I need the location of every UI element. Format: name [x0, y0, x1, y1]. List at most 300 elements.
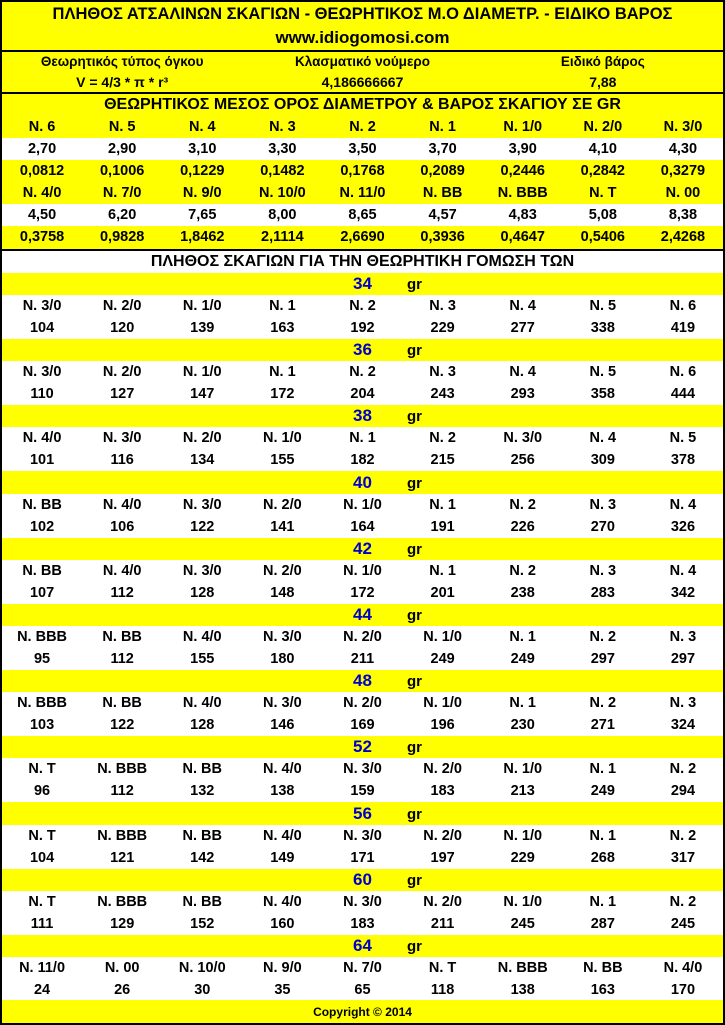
shot-count-row-cell: 24 [33, 982, 51, 998]
shot-count-row-cell: 104 [29, 850, 55, 866]
shot-count-row-cell: 338 [590, 320, 615, 336]
shot-size-row-cell: N. 4 [669, 497, 697, 513]
shot-count-row-cell: 180 [270, 651, 295, 667]
shot-count-row-cell: 342 [670, 585, 696, 601]
shot-size-row-cell: N. 6 [669, 364, 697, 380]
charge-weight-value: 44 [353, 605, 372, 624]
charge-weight-band [2, 670, 723, 692]
shot-count-row-cell: 294 [670, 783, 696, 799]
shot-count-row-cell: 297 [670, 651, 696, 667]
weight-row-cell: 0,2089 [420, 163, 465, 179]
shot-count-row [2, 780, 723, 802]
shot-size-row-cell: N. BBB [17, 695, 68, 711]
shot-count-row-cell: 243 [430, 386, 455, 402]
charge-weight-value: 64 [353, 936, 372, 955]
size-row [2, 116, 723, 138]
charge-weight-unit: gr [407, 738, 422, 756]
shot-count-row-cell: 112 [110, 651, 134, 667]
shot-size-row-cell: N. 4/0 [263, 828, 302, 844]
diameter-row-cell: 8,65 [348, 207, 377, 223]
shot-count-row [2, 516, 723, 538]
size-row-cell: N. 7/0 [102, 185, 142, 201]
weight-row-cell: 0,9828 [99, 229, 145, 245]
shot-count-row-cell: 297 [590, 651, 615, 667]
page-title: ΠΛΗΘΟΣ ΑΤΣΑΛΙΝΩΝ ΣΚΑΓΙΩΝ - ΘΕΩΡΗΤΙΚΟΣ Μ.Ο ΔΙΑΜΕΤΡ. - ΕΙΔΙΚΟ ΒΑΡΟΣ [2, 2, 723, 26]
diameter-row-cell: 3,50 [348, 141, 377, 157]
charge-weight-value: 42 [353, 539, 372, 558]
shot-size-row-cell: N. 4/0 [663, 960, 703, 976]
size-row-cell: N. 3 [269, 119, 296, 135]
shot-size-row-cell: N. 2/0 [423, 761, 462, 777]
size-row-cell: N. 2 [349, 119, 376, 135]
charge-weight-unit: gr [407, 805, 422, 823]
shot-count-row-cell: 172 [350, 585, 375, 601]
diameter-row-cell: 3,30 [268, 141, 297, 157]
diameter-row-cell: 4,50 [27, 207, 57, 223]
charge-weight-unit: gr [407, 341, 422, 359]
shot-count-row-cell: 101 [29, 452, 55, 468]
shot-size-row-cell: N. 2/0 [343, 629, 382, 645]
shot-count-row-cell: 147 [190, 386, 215, 402]
shot-size-row-cell: N. 1 [269, 298, 296, 314]
diameter-row-cell: 4,57 [428, 207, 457, 223]
shot-count-row-cell: 26 [114, 982, 131, 998]
shot-count-row-cell: 256 [510, 452, 535, 468]
shot-size-row-cell: N. T [428, 960, 457, 976]
weight-row-cell: 1,8462 [180, 229, 225, 245]
diameter-row-cell: 5,08 [588, 207, 617, 223]
charge-weight-band [2, 736, 723, 758]
shot-size-row-cell: N. 1/0 [503, 828, 543, 844]
shot-size-row-cell: N. 2/0 [182, 430, 222, 446]
shot-size-row-cell: N. 6 [669, 298, 697, 314]
shot-count-row [2, 714, 723, 736]
diameter-row-cell: 2,90 [108, 141, 137, 157]
shot-size-row-cell: N. 1/0 [423, 695, 462, 711]
shot-size-row [2, 825, 723, 847]
shot-size-row-cell: N. 2/0 [263, 497, 302, 513]
shot-size-row-cell: N. 3 [589, 563, 617, 579]
size-row-cell: N. 9/0 [182, 185, 222, 201]
shot-size-row-cell: N. 2/0 [423, 828, 462, 844]
shot-count-row-cell: 142 [190, 850, 215, 866]
weight-row-cell: 0,1229 [180, 163, 225, 179]
size-row-cell: N. BB [422, 185, 463, 201]
charge-weight-value: 48 [353, 671, 372, 690]
shot-size-row [2, 891, 723, 913]
weight-row-cell: 0,5406 [580, 229, 625, 245]
weight-row-cell: 2,6690 [340, 229, 385, 245]
fraction-number-value: 4,186666667 [321, 73, 404, 90]
shot-count-row-cell: 107 [29, 585, 55, 601]
shot-count-row-cell: 152 [190, 916, 215, 932]
shot-size-row-cell: N. 3/0 [22, 364, 62, 380]
shot-count-row-cell: 196 [430, 717, 455, 733]
shot-count-row-cell: 163 [270, 320, 295, 336]
shot-count-row-cell: 249 [430, 651, 455, 667]
shot-size-row-cell: N. 5 [589, 298, 617, 314]
shot-size-row-cell: N. 3/0 [343, 761, 382, 777]
shot-count-row-cell: 192 [350, 320, 375, 336]
shot-count-row-cell: 120 [110, 320, 135, 336]
shot-count-row-cell: 35 [274, 982, 291, 998]
shot-count-row-cell: 444 [670, 386, 696, 402]
charge-weight-band [2, 339, 723, 361]
shot-count-row-cell: 132 [190, 783, 215, 799]
size-row-cell: N. 4/0 [22, 185, 62, 201]
shot-size-row-cell: N. 1 [429, 497, 456, 513]
shot-size-row-cell: N. BBB [97, 761, 148, 777]
charge-weight-value: 40 [353, 473, 372, 492]
charge-weight-band [2, 869, 723, 891]
shot-count-row-cell: 245 [670, 916, 696, 932]
shot-count-row-cell: 159 [350, 783, 375, 799]
constants-values [2, 71, 723, 92]
shot-size-row-cell: N. 2 [429, 430, 456, 446]
shot-size-row [2, 560, 723, 582]
shot-size-row-cell: N. 2 [349, 364, 376, 380]
shot-size-row-cell: N. 2 [349, 298, 376, 314]
weight-row-cell: 2,4268 [660, 229, 706, 245]
shot-size-row-cell: N. 1/0 [343, 497, 382, 513]
shot-count-row [2, 913, 723, 935]
shot-size-row-cell: N. T [28, 894, 56, 910]
charge-weight-unit: gr [407, 407, 422, 425]
shot-count-row-cell: 270 [590, 519, 615, 535]
shot-size-row-cell: N. 1/0 [343, 563, 382, 579]
shot-count-row-cell: 293 [510, 386, 535, 402]
shot-size-row [2, 626, 723, 648]
shot-size-row-cell: N. 2 [589, 629, 617, 645]
shot-size-row-cell: N. 1/0 [503, 761, 543, 777]
shot-count-row-cell: 182 [350, 452, 375, 468]
shot-count-row-cell: 213 [510, 783, 535, 799]
charge-weight-value: 34 [353, 274, 372, 293]
weight-row-cell: 0,3758 [19, 229, 65, 245]
shot-size-row-cell: N. T [28, 761, 56, 777]
shot-count-row-cell: 268 [590, 850, 615, 866]
shot-count-row-cell: 324 [670, 717, 696, 733]
size-row-cell: N. 2/0 [583, 119, 623, 135]
shot-count-row-cell: 118 [430, 982, 455, 998]
shot-count-row-cell: 271 [590, 717, 615, 733]
shot-size-row-cell: N. BB [102, 695, 142, 711]
shot-count-row-cell: 102 [29, 519, 55, 535]
size-row-cell: N. BBB [497, 185, 548, 201]
shot-count-row-cell: 419 [670, 320, 696, 336]
shot-size-row-cell: N. 3 [669, 695, 697, 711]
shot-count-row-cell: 326 [670, 519, 696, 535]
shot-size-row-cell: N. 11/0 [19, 960, 66, 976]
weight-row-cell: 0,3279 [660, 163, 706, 179]
shot-count-row-cell: 211 [430, 916, 455, 932]
shot-count-row-cell: 309 [590, 452, 615, 468]
diameter-row-cell: 2,70 [27, 141, 57, 157]
weight-row-cell: 0,4647 [500, 229, 545, 245]
shot-count-row-cell: 277 [510, 320, 535, 336]
shot-size-row-cell: N. 2/0 [423, 894, 462, 910]
shot-size-row-cell: N. 3/0 [22, 298, 62, 314]
shot-size-row-cell: N. BB [182, 894, 223, 910]
shot-size-row-cell: N. 10/0 [178, 960, 226, 976]
diameter-section-title: ΘΕΩΡΗΤΙΚΟΣ ΜΕΣΟΣ ΟΡΟΣ ΔΙΑΜΕΤΡΟΥ & ΒΑΡΟΣ ΣΚΑΓΙΟΥ ΣΕ GR [2, 94, 723, 116]
weight-row-cell: 0,1006 [99, 163, 145, 179]
shot-size-row [2, 494, 723, 516]
shot-size-row-cell: N. 2 [669, 894, 697, 910]
shot-size-row-cell: N. 1/0 [182, 298, 222, 314]
shot-count-row-cell: 170 [670, 982, 696, 998]
diameter-row-cell: 3,90 [508, 141, 537, 157]
shot-count-row-cell: 163 [590, 982, 615, 998]
shot-size-row-cell: N. 2/0 [263, 563, 302, 579]
shot-count-row [2, 582, 723, 604]
shot-count-row-cell: 183 [430, 783, 455, 799]
charge-weight-band [2, 604, 723, 626]
shot-count-row-cell: 106 [110, 519, 135, 535]
charge-weight-unit: gr [407, 275, 422, 293]
volume-formula-value: V = 4/3 * π * r³ [76, 73, 169, 90]
shot-size-row-cell: N. 3/0 [263, 629, 302, 645]
shot-count-row-cell: 112 [110, 783, 134, 799]
shot-count-row-cell: 121 [110, 850, 135, 866]
size-row-cell: N. 10/0 [259, 185, 306, 201]
shot-count-row-cell: 138 [270, 783, 295, 799]
shot-count-row-cell: 127 [110, 386, 135, 402]
shot-count-row-cell: 160 [270, 916, 295, 932]
shot-size-row-cell: N. 1 [589, 894, 617, 910]
weight-row [2, 226, 723, 248]
shot-count-row-cell: 191 [430, 519, 455, 535]
diameter-row [2, 204, 723, 226]
charge-weight-band [2, 273, 723, 295]
shot-size-row-cell: N. BB [22, 497, 62, 513]
size-row-cell: N. T [589, 185, 617, 201]
weight-row-cell: 0,2842 [580, 163, 625, 179]
charge-weight-value: 38 [353, 406, 372, 425]
shot-size-row-cell: N. 1/0 [423, 629, 462, 645]
shot-size-row-cell: N. 3/0 [503, 430, 543, 446]
size-row-cell: N. 4 [188, 119, 216, 135]
shot-size-row-cell: N. 1 [509, 629, 536, 645]
shot-size-row-cell: N. 3/0 [102, 430, 142, 446]
shot-size-row-cell: N. 2 [669, 828, 697, 844]
volume-formula-label: Θεωρητικός τύπος όγκου [40, 54, 204, 69]
diameter-row-cell: 3,70 [428, 141, 457, 157]
shot-count-row-cell: 141 [270, 519, 295, 535]
shot-size-row-cell: N. BBB [17, 629, 68, 645]
shot-count-row-cell: 230 [510, 717, 535, 733]
shot-count-row-cell: 197 [430, 850, 455, 866]
shot-size-row-cell: N. 2 [669, 761, 697, 777]
shot-count-row [2, 979, 723, 1001]
charge-weight-unit: gr [407, 474, 422, 492]
shot-count-row-cell: 229 [430, 320, 455, 336]
shot-size-row-cell: N. 2 [509, 497, 536, 513]
weight-row-cell: 0,2446 [500, 163, 545, 179]
shot-count-row-cell: 226 [510, 519, 535, 535]
shot-size-row-cell: N. 3/0 [343, 894, 382, 910]
shot-count-row-cell: 111 [30, 916, 54, 932]
shot-count-row-cell: 238 [510, 585, 535, 601]
shot-count-row-cell: 103 [29, 717, 55, 733]
size-row-cell: N. 6 [28, 119, 56, 135]
shot-size-row-cell: N. 1 [509, 695, 536, 711]
shot-count-row-cell: 110 [30, 386, 54, 402]
shot-size-row-cell: N. T [28, 828, 56, 844]
weight-row-cell: 2,1114 [261, 229, 304, 245]
shot-size-row-cell: N. 1 [349, 430, 376, 446]
charge-weight-band [2, 803, 723, 825]
size-row-cell: N. 00 [665, 185, 701, 201]
shot-count-row-cell: 215 [430, 452, 455, 468]
shot-count-row-cell: 287 [590, 916, 615, 932]
shot-size-row-cell: N. 3/0 [263, 695, 302, 711]
shot-count-row-cell: 164 [350, 519, 375, 535]
shot-size-row-cell: N. BBB [497, 960, 548, 976]
shot-size-row-cell: N. 2 [589, 695, 617, 711]
shot-size-row-cell: N. 7/0 [343, 960, 382, 976]
shot-count-row-cell: 128 [190, 585, 215, 601]
shot-count-row-cell: 201 [430, 585, 455, 601]
shot-count-row-cell: 245 [510, 916, 535, 932]
shot-count-row-cell: 171 [350, 850, 375, 866]
shot-size-row-cell: N. 4 [509, 298, 536, 314]
size-row [2, 182, 723, 204]
shot-count-row-cell: 146 [270, 717, 295, 733]
weight-row-cell: 0,0812 [19, 163, 65, 179]
charge-weight-value: 60 [353, 870, 372, 889]
shot-count-row-cell: 317 [670, 850, 696, 866]
shot-count-row-cell: 149 [270, 850, 295, 866]
size-row-cell: N. 5 [108, 119, 136, 135]
shot-size-row-cell: N. BB [182, 828, 223, 844]
shot-count-row-cell: 30 [194, 982, 211, 998]
charge-weight-band [2, 538, 723, 560]
diameter-row [2, 138, 723, 160]
shot-size-row-cell: N. 9/0 [263, 960, 302, 976]
shot-count-row-cell: 155 [190, 651, 215, 667]
shot-count-row-cell: 358 [590, 386, 615, 402]
shot-count-row [2, 383, 723, 405]
shot-size-row-cell: N. 5 [589, 364, 617, 380]
charge-weight-value: 52 [353, 737, 372, 756]
shot-size-row-cell: N. 4/0 [102, 497, 142, 513]
shot-size-row-cell: N. BBB [97, 894, 148, 910]
shot-size-row-cell: N. 5 [669, 430, 697, 446]
size-row-cell: N. 1/0 [503, 119, 543, 135]
shot-count-row-cell: 129 [110, 916, 135, 932]
copyright: Copyright © 2014 [2, 1000, 723, 1023]
shot-size-row-cell: N. 3 [429, 298, 456, 314]
size-row-cell: N. 1 [429, 119, 456, 135]
shot-count-row-cell: 96 [33, 783, 51, 799]
charge-weight-band [2, 472, 723, 494]
shot-count-row-cell: 112 [110, 585, 134, 601]
shot-count-row-cell: 211 [350, 651, 375, 667]
shot-size-row-cell: N. BB [182, 761, 223, 777]
shot-size-row-cell: N. 1 [589, 828, 617, 844]
shot-count-row-cell: 172 [270, 386, 295, 402]
charge-weight-value: 56 [353, 804, 372, 823]
shot-size-row-cell: N. 4 [589, 430, 617, 446]
shot-size-row-cell: N. 3/0 [182, 563, 222, 579]
shot-size-row-cell: N. 4/0 [182, 695, 222, 711]
charge-weight-value: 36 [353, 340, 372, 359]
shot-count-row-cell: 138 [510, 982, 535, 998]
shot-size-row-cell: N. 4/0 [102, 563, 142, 579]
shot-size-row-cell: N. 4/0 [22, 430, 62, 446]
shot-size-row [2, 957, 723, 979]
shot-size-row-cell: N. 2/0 [102, 364, 142, 380]
shot-size-row-cell: N. BB [102, 629, 142, 645]
shot-size-row [2, 692, 723, 714]
shot-size-row [2, 295, 723, 317]
count-section-title: ΠΛΗΘΟΣ ΣΚΑΓΙΩΝ ΓΙΑ ΤΗΝ ΘΕΩΡΗΤΙΚΗ ΓΟΜΩΣΗ ΤΩΝ [2, 251, 723, 273]
shot-count-row-cell: 148 [270, 585, 295, 601]
charge-weight-unit: gr [407, 606, 422, 624]
specific-weight-value: 7,88 [589, 73, 617, 90]
shot-count-row-cell: 104 [29, 320, 55, 336]
shot-size-row-cell: N. 1/0 [263, 430, 302, 446]
shot-size-row [2, 427, 723, 449]
shot-size-row-cell: N. 3/0 [343, 828, 382, 844]
diameter-row-cell: 4,83 [508, 207, 537, 223]
charge-weight-unit: gr [407, 540, 422, 558]
shot-size-row-cell: N. 3 [669, 629, 697, 645]
shot-count-row-cell: 249 [590, 783, 615, 799]
shot-size-row-cell: N. BBB [97, 828, 148, 844]
shot-size-row-cell: N. 3 [589, 497, 617, 513]
shot-count-row-cell: 65 [354, 982, 371, 998]
shot-size-row-cell: N. 4/0 [263, 894, 302, 910]
diameter-row-cell: 4,30 [668, 141, 698, 157]
shot-size-row [2, 758, 723, 780]
shot-size-row-cell: N. 2/0 [102, 298, 142, 314]
charge-weight-band [2, 405, 723, 427]
weight-row-cell: 0,1768 [340, 163, 385, 179]
diameter-row-cell: 3,10 [188, 141, 217, 157]
charge-weight-unit: gr [407, 871, 422, 889]
shot-size-row-cell: N. 1/0 [182, 364, 222, 380]
shot-count-row-cell: 283 [590, 585, 615, 601]
charge-weight-band [2, 935, 723, 957]
shot-count-row-cell: 122 [110, 717, 135, 733]
shot-count-row-cell: 116 [110, 452, 134, 468]
diameter-row-cell: 8,00 [268, 207, 297, 223]
size-row-cell: N. 3/0 [663, 119, 703, 135]
shot-size-row-cell: N. 1 [269, 364, 296, 380]
shot-count-row [2, 449, 723, 471]
shot-size-row-cell: N. 4 [509, 364, 536, 380]
shot-count-row-cell: 139 [190, 320, 215, 336]
shot-count-row [2, 317, 723, 339]
shot-count-row-cell: 249 [510, 651, 535, 667]
specific-weight-label: Ειδικό βάρος [560, 54, 645, 69]
website-link[interactable]: www.idiogomosi.com [2, 26, 723, 50]
weight-row-cell: 0,1482 [260, 163, 305, 179]
shot-size-row [2, 361, 723, 383]
fraction-number-label: Κλασματικό νούμερο [295, 54, 430, 69]
weight-row-cell: 0,3936 [420, 229, 465, 245]
shot-count-row-cell: 95 [33, 651, 51, 667]
weight-row [2, 160, 723, 182]
shot-count-row-cell: 155 [270, 452, 295, 468]
shot-size-row-cell: N. 00 [104, 960, 140, 976]
shot-count-row-cell: 204 [350, 386, 375, 402]
shot-size-row-cell: N. 3 [429, 364, 456, 380]
shot-size-row-cell: N. 4/0 [263, 761, 302, 777]
diameter-row-cell: 7,65 [188, 207, 217, 223]
